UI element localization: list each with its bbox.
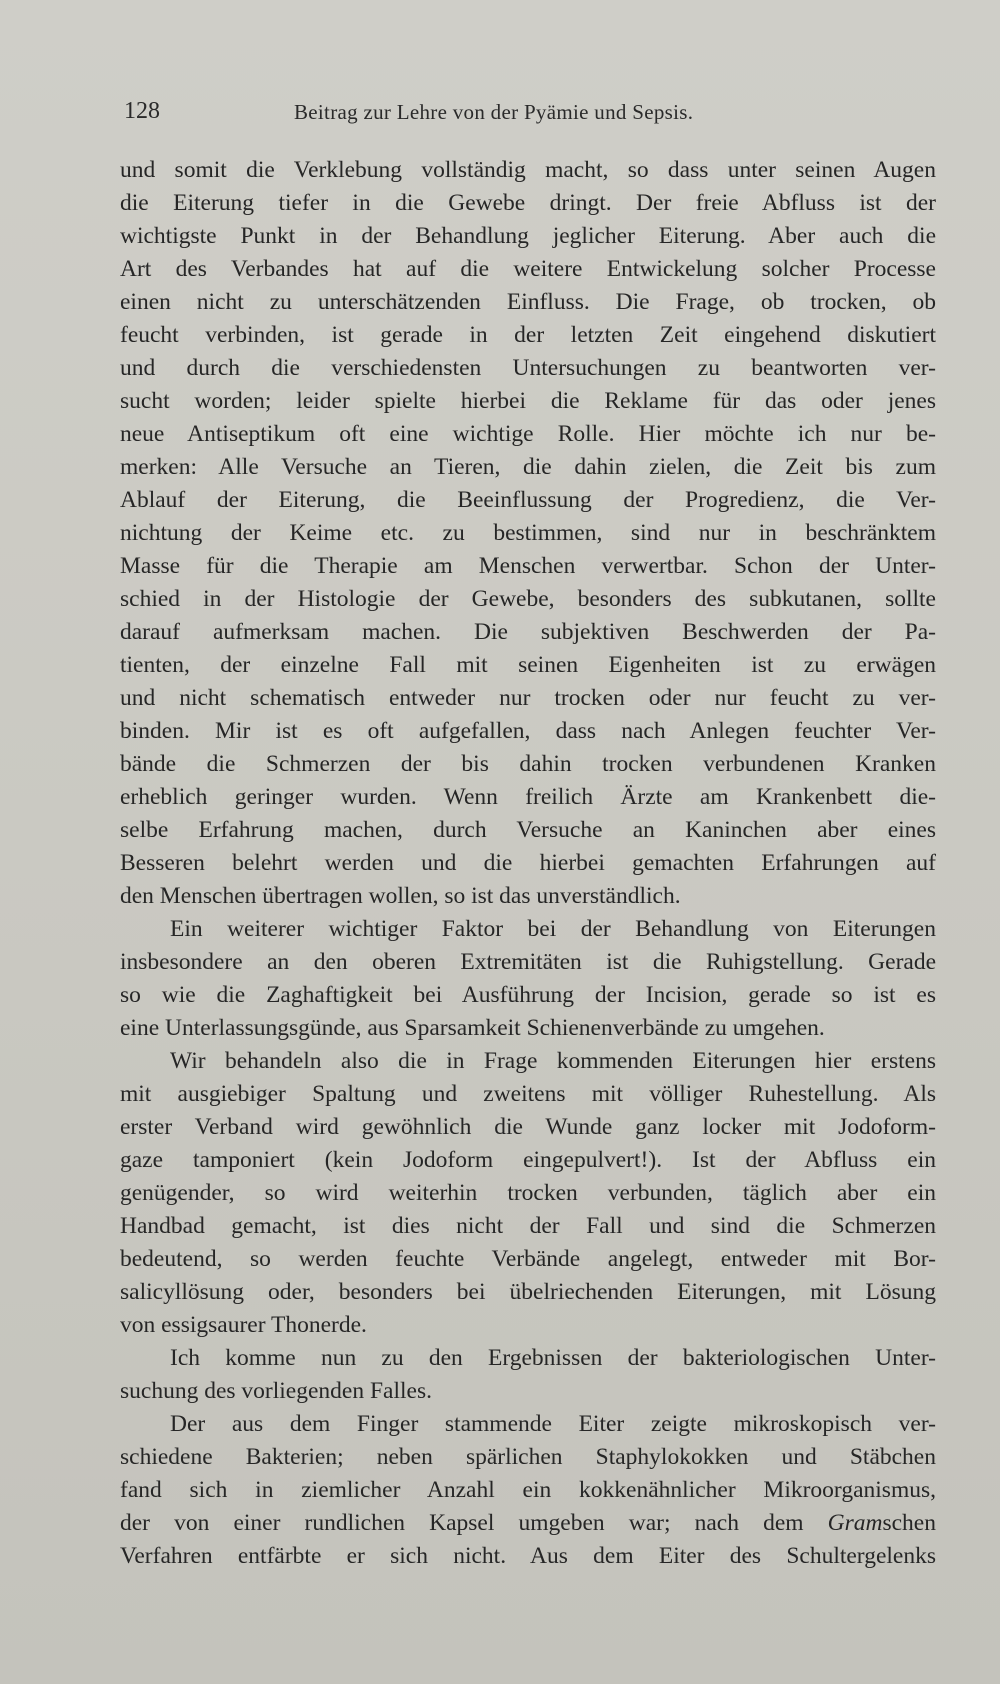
text-line: insbesondere an den oberen Extremitäten ist die Ruhigstellung. Gerade	[120, 949, 936, 975]
text-line: Wir behandeln also die in Frage kommenden Eiterungen hier erstens	[170, 1048, 936, 1074]
text-line: Ablauf der Eiterung, die Beeinflussung der Progredienz, die Ver-	[120, 487, 936, 513]
text-line: Masse für die Therapie am Menschen verwertbar. Schon der Unter-	[120, 553, 936, 579]
paragraph	[120, 913, 936, 1045]
text-line: bedeutend, so werden feuchte Verbände angelegt, entweder mit Bor-	[120, 1246, 936, 1272]
paragraph	[120, 1408, 936, 1573]
text-line: fand sich in ziemlicher Anzahl ein kokkenähnlicher Mikroorganismus,	[120, 1477, 936, 1503]
text-line: bände die Schmerzen der bis dahin trocken verbundenen Kranken	[120, 751, 936, 777]
text-line: und somit die Verklebung vollständig macht, so dass unter seinen Augen	[120, 157, 936, 183]
text-line: mit ausgiebiger Spaltung und zweitens mit völliger Ruhestellung. Als	[120, 1081, 936, 1107]
paragraph	[120, 1045, 936, 1342]
body-text	[120, 154, 936, 1573]
text-line: binden. Mir ist es oft aufgefallen, dass nach Anlegen feuchter Ver-	[120, 718, 936, 744]
text-line: Art des Verbandes hat auf die weitere Entwickelung solcher Processe	[120, 256, 936, 282]
paragraph	[120, 1342, 936, 1408]
text-line: Der aus dem Finger stammende Eiter zeigte mikroskopisch ver-	[170, 1411, 936, 1437]
text-line: sucht worden; leider spielte hierbei die Reklame für das oder jenes	[120, 388, 936, 414]
text-line: neue Antiseptikum oft eine wichtige Rolle. Hier möchte ich nur be-	[120, 421, 936, 447]
text-line: der von einer rundlichen Kapsel umgeben war; nach dem Gramschen	[120, 1510, 936, 1536]
text-line: tienten, der einzelne Fall mit seinen Eigenheiten ist zu erwägen	[120, 652, 936, 678]
text-line: gaze tamponiert (kein Jodoform eingepulvert!). Ist der Abfluss ein	[120, 1147, 936, 1173]
text-line: Ich komme nun zu den Ergebnissen der bakteriologischen Unter-	[170, 1345, 936, 1371]
text-line: Verfahren entfärbte er sich nicht. Aus dem Eiter des Schultergelenks	[120, 1543, 936, 1569]
paragraph	[120, 154, 936, 913]
text-line: feucht verbinden, ist gerade in der letzten Zeit eingehend diskutiert	[120, 322, 936, 348]
text-line: die Eiterung tiefer in die Gewebe dringt. Der freie Abfluss ist der	[120, 190, 936, 216]
text-line: merken: Alle Versuche an Tieren, die dahin zielen, die Zeit bis zum	[120, 454, 936, 480]
text-line: so wie die Zaghaftigkeit bei Ausführung der Incision, gerade so ist es	[120, 982, 936, 1008]
text-line: nichtung der Keime etc. zu bestimmen, sind nur in beschränktem	[120, 520, 936, 546]
text-line: salicyllösung oder, besonders bei übelriechenden Eiterungen, mit Lösung	[120, 1279, 936, 1305]
text-line: und durch die verschiedensten Untersuchungen zu beantworten ver-	[120, 355, 936, 381]
italic-name: Gram	[827, 1510, 883, 1536]
text-line: genügender, so wird weiterhin trocken verbunden, täglich aber ein	[120, 1180, 936, 1206]
text-line: darauf aufmerksam machen. Die subjektiven Beschwerden der Pa-	[120, 619, 936, 645]
text-line: von essigsaurer Thonerde.	[120, 1312, 367, 1338]
text-line: Handbad gemacht, ist dies nicht der Fall und sind die Schmerzen	[120, 1213, 936, 1239]
text-line: den Menschen übertragen wollen, so ist das unverständlich.	[120, 883, 681, 909]
text-line: erheblich geringer wurden. Wenn freilich Ärzte am Krankenbett die-	[120, 784, 936, 810]
running-head	[124, 98, 934, 134]
text-line: und nicht schematisch entweder nur trocken oder nur feucht zu ver-	[120, 685, 936, 711]
text-line: erster Verband wird gewöhnlich die Wunde ganz locker mit Jodoform-	[120, 1114, 936, 1140]
text-line: selbe Erfahrung machen, durch Versuche an Kaninchen aber eines	[120, 817, 936, 843]
text-line: eine Unterlassungsgünde, aus Sparsamkeit Schienenverbände zu umgehen.	[120, 1015, 825, 1041]
text-line: wichtigste Punkt in der Behandlung jeglicher Eiterung. Aber auch die	[120, 223, 936, 249]
text-line: schied in der Histologie der Gewebe, besonders des subkutanen, sollte	[120, 586, 936, 612]
page-number: 128	[124, 98, 160, 124]
text-line: schiedene Bakterien; neben spärlichen Staphylokokken und Stäbchen	[120, 1444, 936, 1470]
text-line: einen nicht zu unterschätzenden Einfluss. Die Frage, ob trocken, ob	[120, 289, 936, 315]
text-line: Besseren belehrt werden und die hierbei gemachten Erfahrungen auf	[120, 850, 936, 876]
text-line: suchung des vorliegenden Falles.	[120, 1378, 432, 1404]
text-line: Ein weiterer wichtiger Faktor bei der Behandlung von Eiterungen	[170, 916, 936, 942]
running-title: Beitrag zur Lehre von der Pyämie und Sepsis.	[294, 100, 694, 124]
